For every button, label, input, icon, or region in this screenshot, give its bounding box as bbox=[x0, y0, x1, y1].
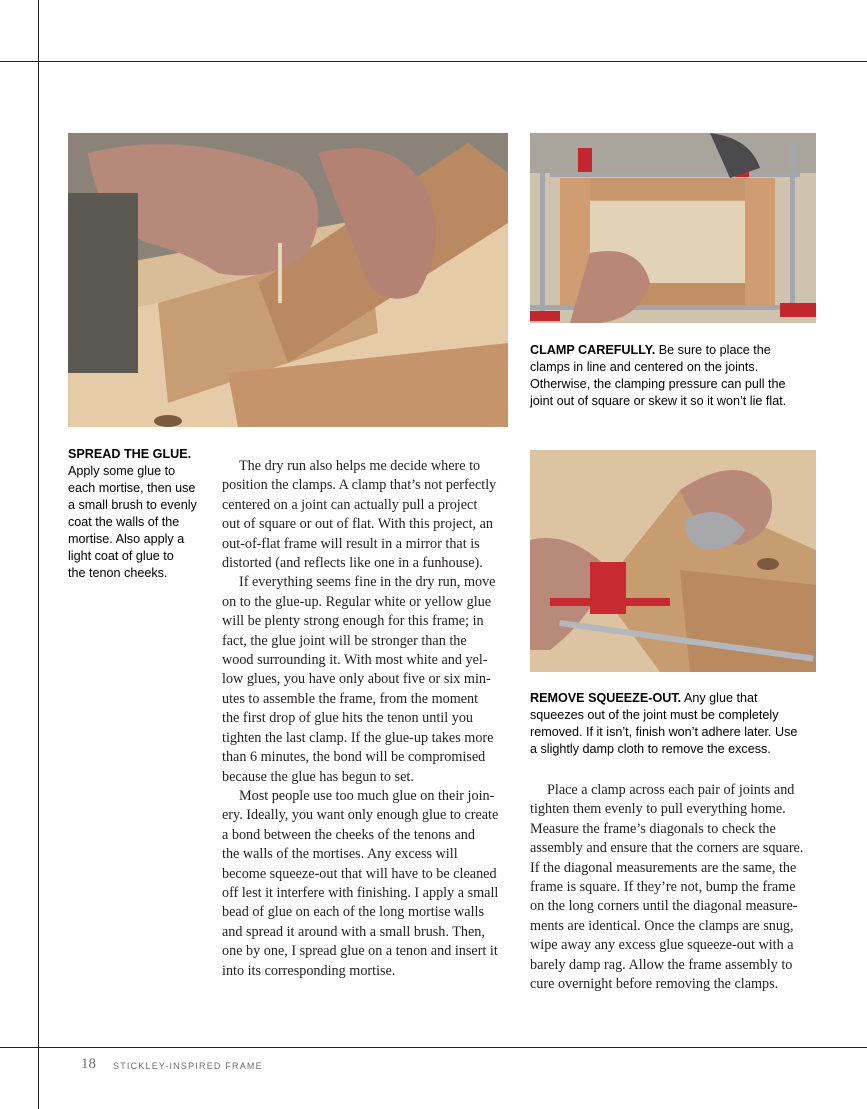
body-line: utes to assemble the frame, from the moment bbox=[222, 690, 479, 707]
caption-line: the tenon cheeks. bbox=[68, 566, 168, 580]
caption-line: Any glue that bbox=[681, 691, 758, 705]
body-line: on to the glue-up. Regular white or yellow glue bbox=[222, 593, 492, 610]
body-line: The dry run also helps me decide where to bbox=[239, 458, 481, 474]
body-line: out-of-flat frame will result in a mirror that is bbox=[222, 535, 480, 552]
caption-heading: SPREAD THE GLUE. bbox=[68, 447, 192, 461]
body-line: If everything seems fine in the dry run, move bbox=[239, 574, 496, 591]
body-line: If the diagonal measurements are the same, the bbox=[530, 859, 797, 876]
caption-line: a small brush to evenly bbox=[68, 498, 197, 512]
caption-line: Apply some glue to bbox=[68, 464, 176, 478]
header-rule bbox=[0, 61, 867, 62]
caption-heading: REMOVE SQUEEZE-OUT. bbox=[530, 691, 682, 705]
body-line: and spread it around with a small brush. Then, bbox=[222, 923, 485, 940]
clamp-carefully-photo bbox=[530, 133, 816, 323]
body-line: the walls of the mortises. Any excess will bbox=[222, 846, 458, 863]
page-number: 18 bbox=[81, 1056, 96, 1072]
body-line: Most people use too much glue on their join- bbox=[239, 787, 495, 804]
caption-heading: CLAMP CAREFULLY. bbox=[530, 343, 656, 357]
body-line: wipe away any excess glue squeeze-out with a bbox=[530, 937, 794, 954]
body-line: centered on a joint can actually pull a project bbox=[222, 496, 478, 513]
body-line: will be plenty strong enough for this frame; in bbox=[222, 613, 484, 630]
footer-rule bbox=[0, 1047, 867, 1048]
caption-line: coat the walls of the bbox=[68, 515, 180, 529]
caption-line: mortise. Also apply a bbox=[68, 532, 185, 546]
caption-line: a slightly damp cloth to remove the excess. bbox=[530, 742, 771, 756]
body-line: on the long corners until the diagonal measure- bbox=[530, 898, 798, 915]
caption-line: clamps in line and centered on the joints. bbox=[530, 360, 759, 374]
body-line: tighten them evenly to pull everything home. bbox=[530, 801, 786, 818]
spread-glue-caption bbox=[68, 446, 208, 582]
body-line: position the clamps. A clamp that’s not perfectly bbox=[222, 477, 497, 494]
caption-line: Otherwise, the clamping pressure can pull the bbox=[530, 377, 786, 391]
caption-line: Be sure to place the bbox=[655, 343, 771, 357]
body-line: Measure the frame’s diagonals to check the bbox=[530, 820, 776, 837]
body-line: wood surrounding it. With most white and yel- bbox=[222, 652, 488, 669]
margin-rule-vertical bbox=[38, 0, 39, 1109]
body-line: low glues, you have only about five or six min- bbox=[222, 671, 491, 688]
caption-line: each mortise, then use bbox=[68, 481, 196, 495]
body-line: frame is square. If they’re not, bump the frame bbox=[530, 879, 796, 896]
body-line: one by one, I spread glue on a tenon and insert it bbox=[222, 943, 498, 960]
caption-line: joint out of square or skew it so it won’t lie flat. bbox=[530, 394, 787, 408]
body-line: bead of glue on each of the long mortise walls bbox=[222, 904, 484, 921]
body-line: Place a clamp across each pair of joints and bbox=[547, 782, 795, 798]
running-head: STICKLEY-INSPIRED FRAME bbox=[113, 1061, 263, 1071]
body-line: assembly and ensure that the corners are square. bbox=[530, 840, 804, 857]
body-line: into its corresponding mortise. bbox=[222, 962, 396, 979]
body-line: tighten the last clamp. If the glue-up takes more bbox=[222, 729, 494, 746]
body-line: cure overnight before removing the clamps. bbox=[530, 976, 779, 993]
body-line: fact, the glue joint will be stronger than the bbox=[222, 632, 467, 649]
body-line: ery. Ideally, you want only enough glue to create bbox=[222, 807, 499, 824]
body-line: the first drop of glue hits the tenon until you bbox=[222, 710, 474, 727]
spread-glue-photo bbox=[68, 133, 508, 427]
body-column-right bbox=[530, 781, 816, 994]
body-line: out of square or out of flat. With this project, an bbox=[222, 516, 494, 533]
body-line: because the glue has begun to set. bbox=[222, 768, 414, 785]
caption-line: squeezes out of the joint must be completely bbox=[530, 708, 779, 722]
remove-squeeze-out-photo bbox=[530, 450, 816, 672]
body-line: off lest it interfere with finishing. I apply a small bbox=[222, 884, 499, 901]
body-line: become squeeze-out that will have to be cleaned bbox=[222, 865, 497, 882]
body-line: barely damp rag. Allow the frame assembly to bbox=[530, 956, 793, 973]
body-column-middle bbox=[222, 457, 510, 981]
body-line: ments are identical. Once the clamps are snug, bbox=[530, 917, 794, 934]
caption-line: light coat of glue to bbox=[68, 549, 174, 563]
remove-squeeze-out-caption bbox=[530, 690, 815, 758]
body-line: distorted (and reflects like one in a funhouse). bbox=[222, 555, 483, 572]
body-line: a bond between the cheeks of the tenons and bbox=[222, 826, 475, 843]
caption-line: removed. If it isn’t, finish won’t adhere later. Use bbox=[530, 725, 798, 739]
body-line: than 6 minutes, the bond will be compromised bbox=[222, 749, 486, 766]
clamp-carefully-caption bbox=[530, 342, 815, 410]
